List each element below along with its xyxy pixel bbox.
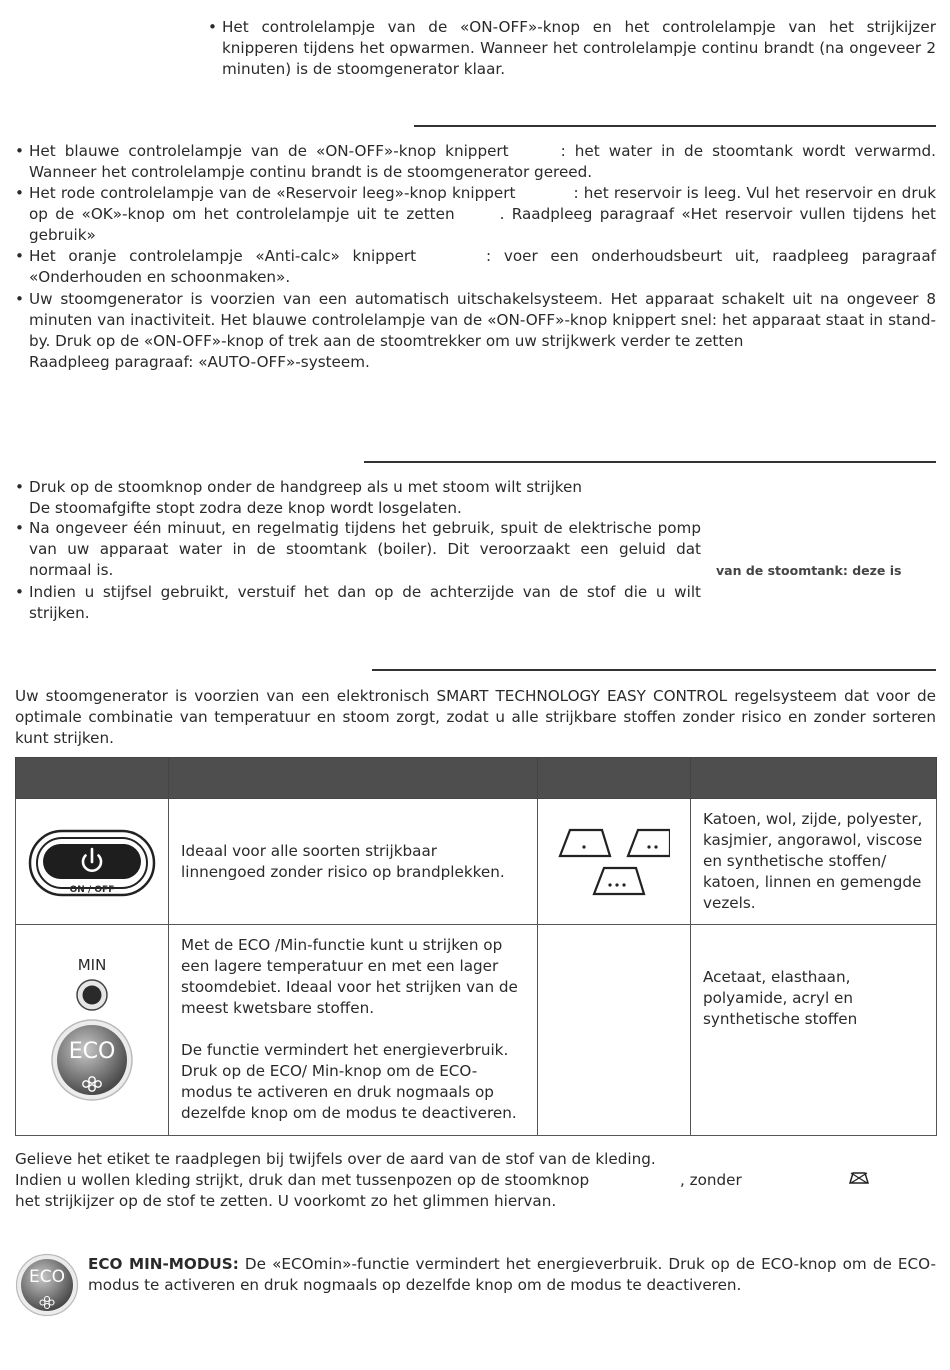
section-rule-1	[414, 125, 936, 127]
table-cell: Ideaal voor alle soorten strijkbaar linnengoed zonder risico op brandplekken.	[169, 799, 538, 925]
indicator-bullet-red: • Het rode controlelampje van de «Reservoir leeg»-knop knippert : het reservoir is leeg. Vul het reservoir en druk op de «OK»-knop om het controlelampje uit te zetten . Raadpleeg paragraaf «Het reservoir vullen tijdens het gebruik»	[15, 183, 936, 246]
iron-temperature-icon	[558, 822, 670, 902]
side-note: van de stoomtank: deze is	[716, 563, 902, 578]
wool-advice-line-2: het strijkijzer op de stof te zetten. U voorkomt zo het glimmen hiervan.	[15, 1192, 557, 1210]
table-cell	[538, 925, 691, 1136]
starch-bullet: • Indien u stijfsel gebruikt, verstuif het dan op de achterzijde van de stof die u wilt strijken.	[15, 582, 701, 624]
on-off-cell	[16, 799, 169, 925]
pump-bullet: • Na ongeveer één minuut, en regelmatig tijdens het gebruik, spuit de elektrische pomp van uw apparaat water in de stoomtank (boiler). Dit veroorzaakt een geluid dat normaal is.	[15, 518, 701, 581]
table-header	[16, 758, 937, 799]
iron-three-dot-icon	[594, 868, 644, 894]
smart-technology-intro: Uw stoomgenerator is voorzien van een elektronisch SMART TECHNOLOGY EASY CONTROL regelsysteem dat voor de optimale combinatie van temperatuur en stoom zorgt, zodat u alle strijkbare stoffen zonder risico en zonder sorteren kunt strijken.	[15, 687, 936, 747]
auto-off-bullet: • Uw stoomgenerator is voorzien van een automatisch uitschakelsysteem. Het apparaat schakelt uit na ongeveer 8 minuten van inactiviteit. Het blauwe controlelampje van de «ON-OFF»-knop knippert snel: het apparaat staat in stand-by. Druk op de «ON-OFF»-knop of trek aan de stoomtrekker om uw strijkwerk verder te zetten	[15, 289, 936, 352]
no-steam-icon	[848, 1171, 870, 1185]
on-off-label: ON / OFF	[69, 884, 115, 895]
iron-two-dot-icon	[628, 830, 670, 856]
indicator-bullet-blue: • Het blauwe controlelampje van de «ON-OFF»-knop knippert : het water in de stoomtank wordt verwarmd. Wanneer het controlelampje continu brandt is de stoomgenerator gereed.	[15, 141, 936, 183]
settings-table	[15, 757, 937, 1136]
header-cell	[538, 758, 691, 799]
eco-icon	[15, 1253, 79, 1317]
header-cell	[16, 758, 169, 799]
min-label: MIN	[77, 956, 107, 974]
top-bullet: • Het controlelampje van de «ON-OFF»-knop en het controlelampje van het strijkijzer knipperen tijdens het opwarmen. Wanneer het controlelampje continu brandt (na ongeveer 2 minuten) is de stoomgenerator klaar.	[208, 17, 936, 80]
eco-button-label: ECO	[68, 1039, 116, 1064]
eco-min-mode-text: ECO MIN-MODUS: De «ECOmin»-functie vermindert het energieverbruik. Druk op de ECO-knop om de ECO-modus te activeren en druk nogmaals op dezelfde knop om de modus te deactiveren.	[88, 1255, 936, 1294]
label-advice: Gelieve het etiket te raadplegen bij twijfels over de aard van de stof van de kleding.	[15, 1150, 656, 1168]
section-rule-2	[364, 461, 936, 463]
auto-off-reference: Raadpleeg paragraaf: «AUTO-OFF»-systeem.	[29, 353, 370, 371]
wool-advice-zonder: , zonder	[680, 1171, 742, 1189]
eco-button-icon	[50, 1018, 134, 1102]
iron-one-dot-icon	[560, 830, 610, 856]
table-cell: Katoen, wol, zijde, polyester, kasjmier, angorawol, viscose en synthetische stoffen/ katoen, linnen en gemengde vezels.	[691, 799, 937, 925]
indicator-bullet-orange: • Het oranje controlelampje «Anti-calc» knippert : voer een onderhoudsbeurt uit, raadpleeg paragraaf «Onderhouden en schoonmaken».	[15, 246, 936, 288]
eco-icon-label: ECO	[29, 1267, 65, 1287]
header-cell	[169, 758, 538, 799]
eco-min-cell	[16, 925, 169, 1136]
table-cell: Met de ECO /Min-functie kunt u strijken op een lagere temperatuur en met een lager stoomdebiet. Ideaal voor het strijken van de meest kwetsbare stoffen. De functie vermindert het energieverbruik. Druk op de ECO/ Min-knop om de ECO-modus te activeren en druk nogmaals op dezelfde knop om de modus te deactiveren.	[169, 925, 538, 1136]
min-indicator-icon	[75, 978, 109, 1012]
table-row	[16, 925, 937, 1136]
table-row	[16, 799, 937, 925]
steam-button-bullet: • Druk op de stoomknop onder de handgreep als u met stoom wilt strijken De stoomafgifte stopt zodra deze knop wordt losgelaten.	[15, 477, 701, 519]
iron-dots-cell	[538, 799, 691, 925]
wool-advice-line: Indien u wollen kleding strijkt, druk dan met tussenpozen op de stoomknop	[15, 1171, 590, 1189]
section-rule-3	[372, 669, 936, 671]
header-cell	[691, 758, 937, 799]
table-cell: Acetaat, elasthaan, polyamide, acryl en synthetische stoffen	[691, 925, 937, 1136]
